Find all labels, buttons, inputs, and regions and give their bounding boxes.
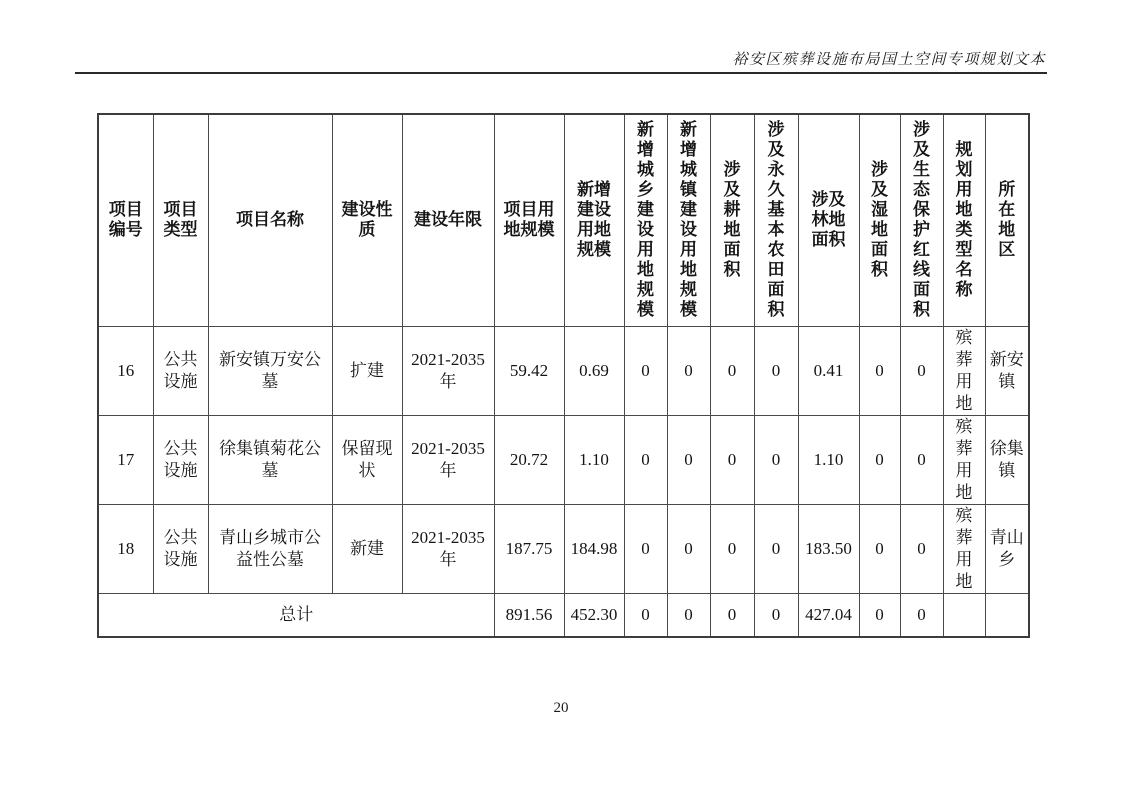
header-project-name: 项目名称 [208,114,332,326]
table-row-17 [98,415,1029,504]
header-basic-farmland: 涉及永久基本农田面积 [754,114,798,326]
cell-district: 徐集镇 [985,415,1029,504]
header-eco-redline: 涉及生态保护红线面积 [900,114,943,326]
cell-cultivated-land: 0 [710,326,754,415]
cell-forest-land: 1.10 [798,415,859,504]
header-district: 所在地区 [985,114,1029,326]
total-label: 总计 [98,593,494,637]
cell-planned-land-type: 殡葬用地 [943,326,985,415]
cell-forest-land: 183.50 [798,504,859,593]
table-row-18 [98,504,1029,593]
cell-construction-nature: 保留现状 [332,415,402,504]
cell-cultivated-land: 0 [710,504,754,593]
cell-land-area: 187.75 [494,504,564,593]
land-use-project-table [97,113,1030,638]
total-eco-redline: 0 [900,593,943,637]
header-land-area: 项目用地规模 [494,114,564,326]
page-number: 20 [553,700,569,716]
cell-basic-farmland: 0 [754,415,798,504]
cell-eco-redline: 0 [900,415,943,504]
cell-land-area: 59.42 [494,326,564,415]
cell-basic-farmland: 0 [754,326,798,415]
cell-planned-land-type: 殡葬用地 [943,504,985,593]
cell-new-town-land: 0 [667,415,710,504]
header-cultivated-land: 涉及耕地面积 [710,114,754,326]
header-construction-nature: 建设性质 [332,114,402,326]
cell-project-name: 新安镇万安公墓 [208,326,332,415]
total-district-empty [985,593,1029,637]
cell-construction-nature: 新建 [332,504,402,593]
cell-construction-nature: 扩建 [332,326,402,415]
cell-forest-land: 0.41 [798,326,859,415]
cell-wetland: 0 [859,415,900,504]
cell-new-urban-rural-land: 0 [624,415,667,504]
header-new-urban-rural-land: 新增城乡建设用地规模 [624,114,667,326]
total-cultivated-land: 0 [710,593,754,637]
cell-construction-period: 2021-2035年 [402,504,494,593]
cell-wetland: 0 [859,504,900,593]
cell-new-town-land: 0 [667,504,710,593]
cell-new-urban-rural-land: 0 [624,504,667,593]
header-planned-land-type: 规划用地类型名称 [943,114,985,326]
cell-cultivated-land: 0 [710,415,754,504]
cell-construction-period: 2021-2035年 [402,326,494,415]
cell-construction-period: 2021-2035年 [402,415,494,504]
cell-basic-farmland: 0 [754,504,798,593]
header-construction-period: 建设年限 [402,114,494,326]
cell-land-area: 20.72 [494,415,564,504]
total-land-area: 891.56 [494,593,564,637]
cell-district: 青山乡 [985,504,1029,593]
total-new-town-land: 0 [667,593,710,637]
total-new-urban-rural-land: 0 [624,593,667,637]
cell-project-type: 公共设施 [153,504,208,593]
header-new-construction-land: 新增建设用地规模 [564,114,624,326]
cell-project-id: 18 [98,504,153,593]
cell-eco-redline: 0 [900,326,943,415]
total-basic-farmland: 0 [754,593,798,637]
header-forest-land: 涉及林地面积 [798,114,859,326]
cell-new-town-land: 0 [667,326,710,415]
cell-eco-redline: 0 [900,504,943,593]
cell-new-urban-rural-land: 0 [624,326,667,415]
table-header-row [98,114,1029,326]
header-wetland: 涉及湿地面积 [859,114,900,326]
cell-project-type: 公共设施 [153,415,208,504]
cell-project-name: 徐集镇菊花公墓 [208,415,332,504]
cell-new-construction-land: 1.10 [564,415,624,504]
total-wetland: 0 [859,593,900,637]
table-row-16 [98,326,1029,415]
table-total-row [98,593,1029,637]
total-planned-land-type-empty [943,593,985,637]
header-new-town-land: 新增城镇建设用地规模 [667,114,710,326]
cell-new-construction-land: 0.69 [564,326,624,415]
header-project-type: 项目类型 [153,114,208,326]
cell-project-id: 17 [98,415,153,504]
cell-project-type: 公共设施 [153,326,208,415]
running-header-title: 裕安区殡葬设施布局国土空间专项规划文本 [732,52,1046,68]
cell-district: 新安镇 [985,326,1029,415]
cell-project-id: 16 [98,326,153,415]
total-forest-land: 427.04 [798,593,859,637]
cell-wetland: 0 [859,326,900,415]
cell-planned-land-type: 殡葬用地 [943,415,985,504]
header-project-id: 项目编号 [98,114,153,326]
cell-project-name: 青山乡城市公益性公墓 [208,504,332,593]
total-new-construction-land: 452.30 [564,593,624,637]
cell-new-construction-land: 184.98 [564,504,624,593]
running-header-rule [75,72,1047,74]
